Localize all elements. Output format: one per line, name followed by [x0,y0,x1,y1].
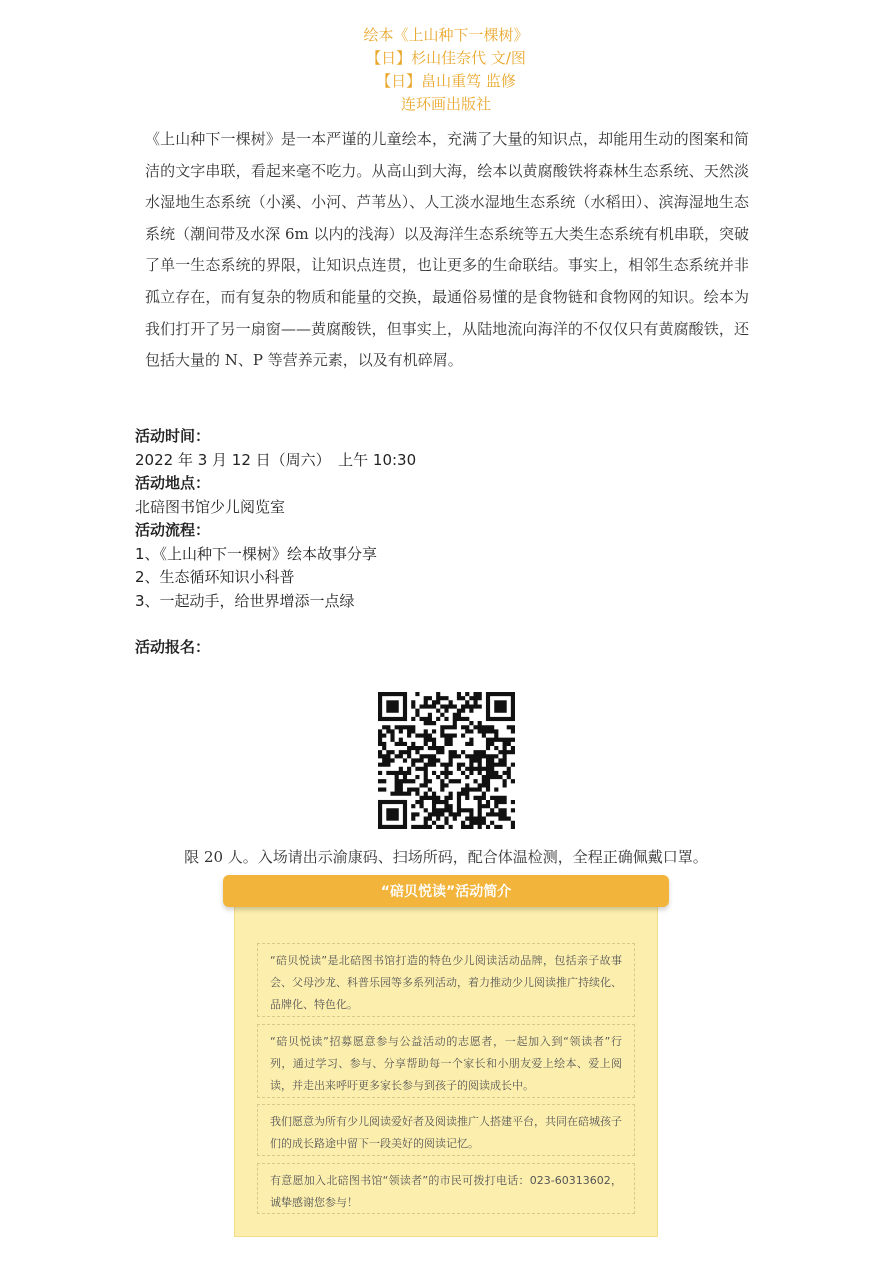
activity-details [135,425,755,660]
qr-code-icon [378,692,515,829]
signup-label: 活动报名： [135,638,211,656]
card-paragraph: 我们愿意为所有少儿阅读爱好者及阅读推广人搭建平台，共同在碚城孩子们的成长路途中留下一段美好的阅读记忆。 [257,1104,635,1156]
book-author: 【日】杉山佳奈代 文/图 [366,49,526,67]
time-value: 2022 年 3 月 12 日（周六） 上午 10:30 [135,450,417,469]
card-paragraph: “碚贝悦读”是北碚图书馆打造的特色少儿阅读活动品牌，包括亲子故事会、父母沙龙、科普乐园等多系列活动，着力推动少儿阅读推广持续化、品牌化、特色化。 [257,943,635,1017]
place-value: 北碚图书馆少儿阅览室 [135,497,286,516]
flow-item: 2、生态循环知识小科普 [135,568,295,586]
intro-paragraph: 《上山种下一棵树》是一本严谨的儿童绘本，充满了大量的知识点，却能用生动的图案和简洁的文字串联，看起来毫不吃力。从高山到大海，绘本以黄腐酸铁将森林生态系统、天然淡水湿地生态系统（小溪、小河、芦苇丛）、人工淡水湿地生态系统（水稻田）、滨海湿地生态系统（潮间带及水深 6m 以内的浅海）以及海洋生态系统等五大类生态系统有机串联，突破了单一生态系统的界限，让知识点连贯，也让更多的生命联结。事实上，相邻生态系统并非孤立存在，而有复杂的物质和能量的交换，最通俗易懂的是食物链和食物网的知识。绘本为我们打开了另一扇窗——黄腐酸铁，但事实上，从陆地流向海洋的不仅仅只有黄腐酸铁，还包括大量的 N、P 等营养元素，以及有机碎屑。 [145,130,749,370]
book-info [0,24,892,116]
place-label: 活动地点： [135,474,211,492]
limit-notice: 限 20 人。入场请出示渝康码、扫场所码，配合体温检测，全程正确佩戴口罩。 [184,848,708,866]
card-paragraph: “碚贝悦读”招募愿意参与公益活动的志愿者，一起加入到“领读者”行列，通过学习、参与、分享帮助每一个家长和小朋友爱上绘本、爱上阅读，并走出来呼吁更多家长参与到孩子的阅读成长中。 [257,1024,635,1098]
book-publisher: 连环画出版社 [400,95,491,113]
time-label: 活动时间： [135,427,211,445]
card-title: “碚贝悦读”活动简介 [223,875,669,907]
signup-qr-code[interactable] [378,692,515,829]
book-title: 绘本《上山种下一棵树》 [363,26,529,44]
book-supervisor: 【日】畠山重笃 监修 [376,72,516,90]
flow-item: 3、一起动手，给世界增添一点绿 [135,591,355,610]
flow-label: 活动流程： [135,521,211,539]
card-paragraph: 有意愿加入北碚图书馆“领读者”的市民可拨打电话：023-60313602，诚挚感谢您参与！ [257,1163,635,1214]
flow-item: 1、《上山种下一棵树》绘本故事分享 [135,544,378,563]
